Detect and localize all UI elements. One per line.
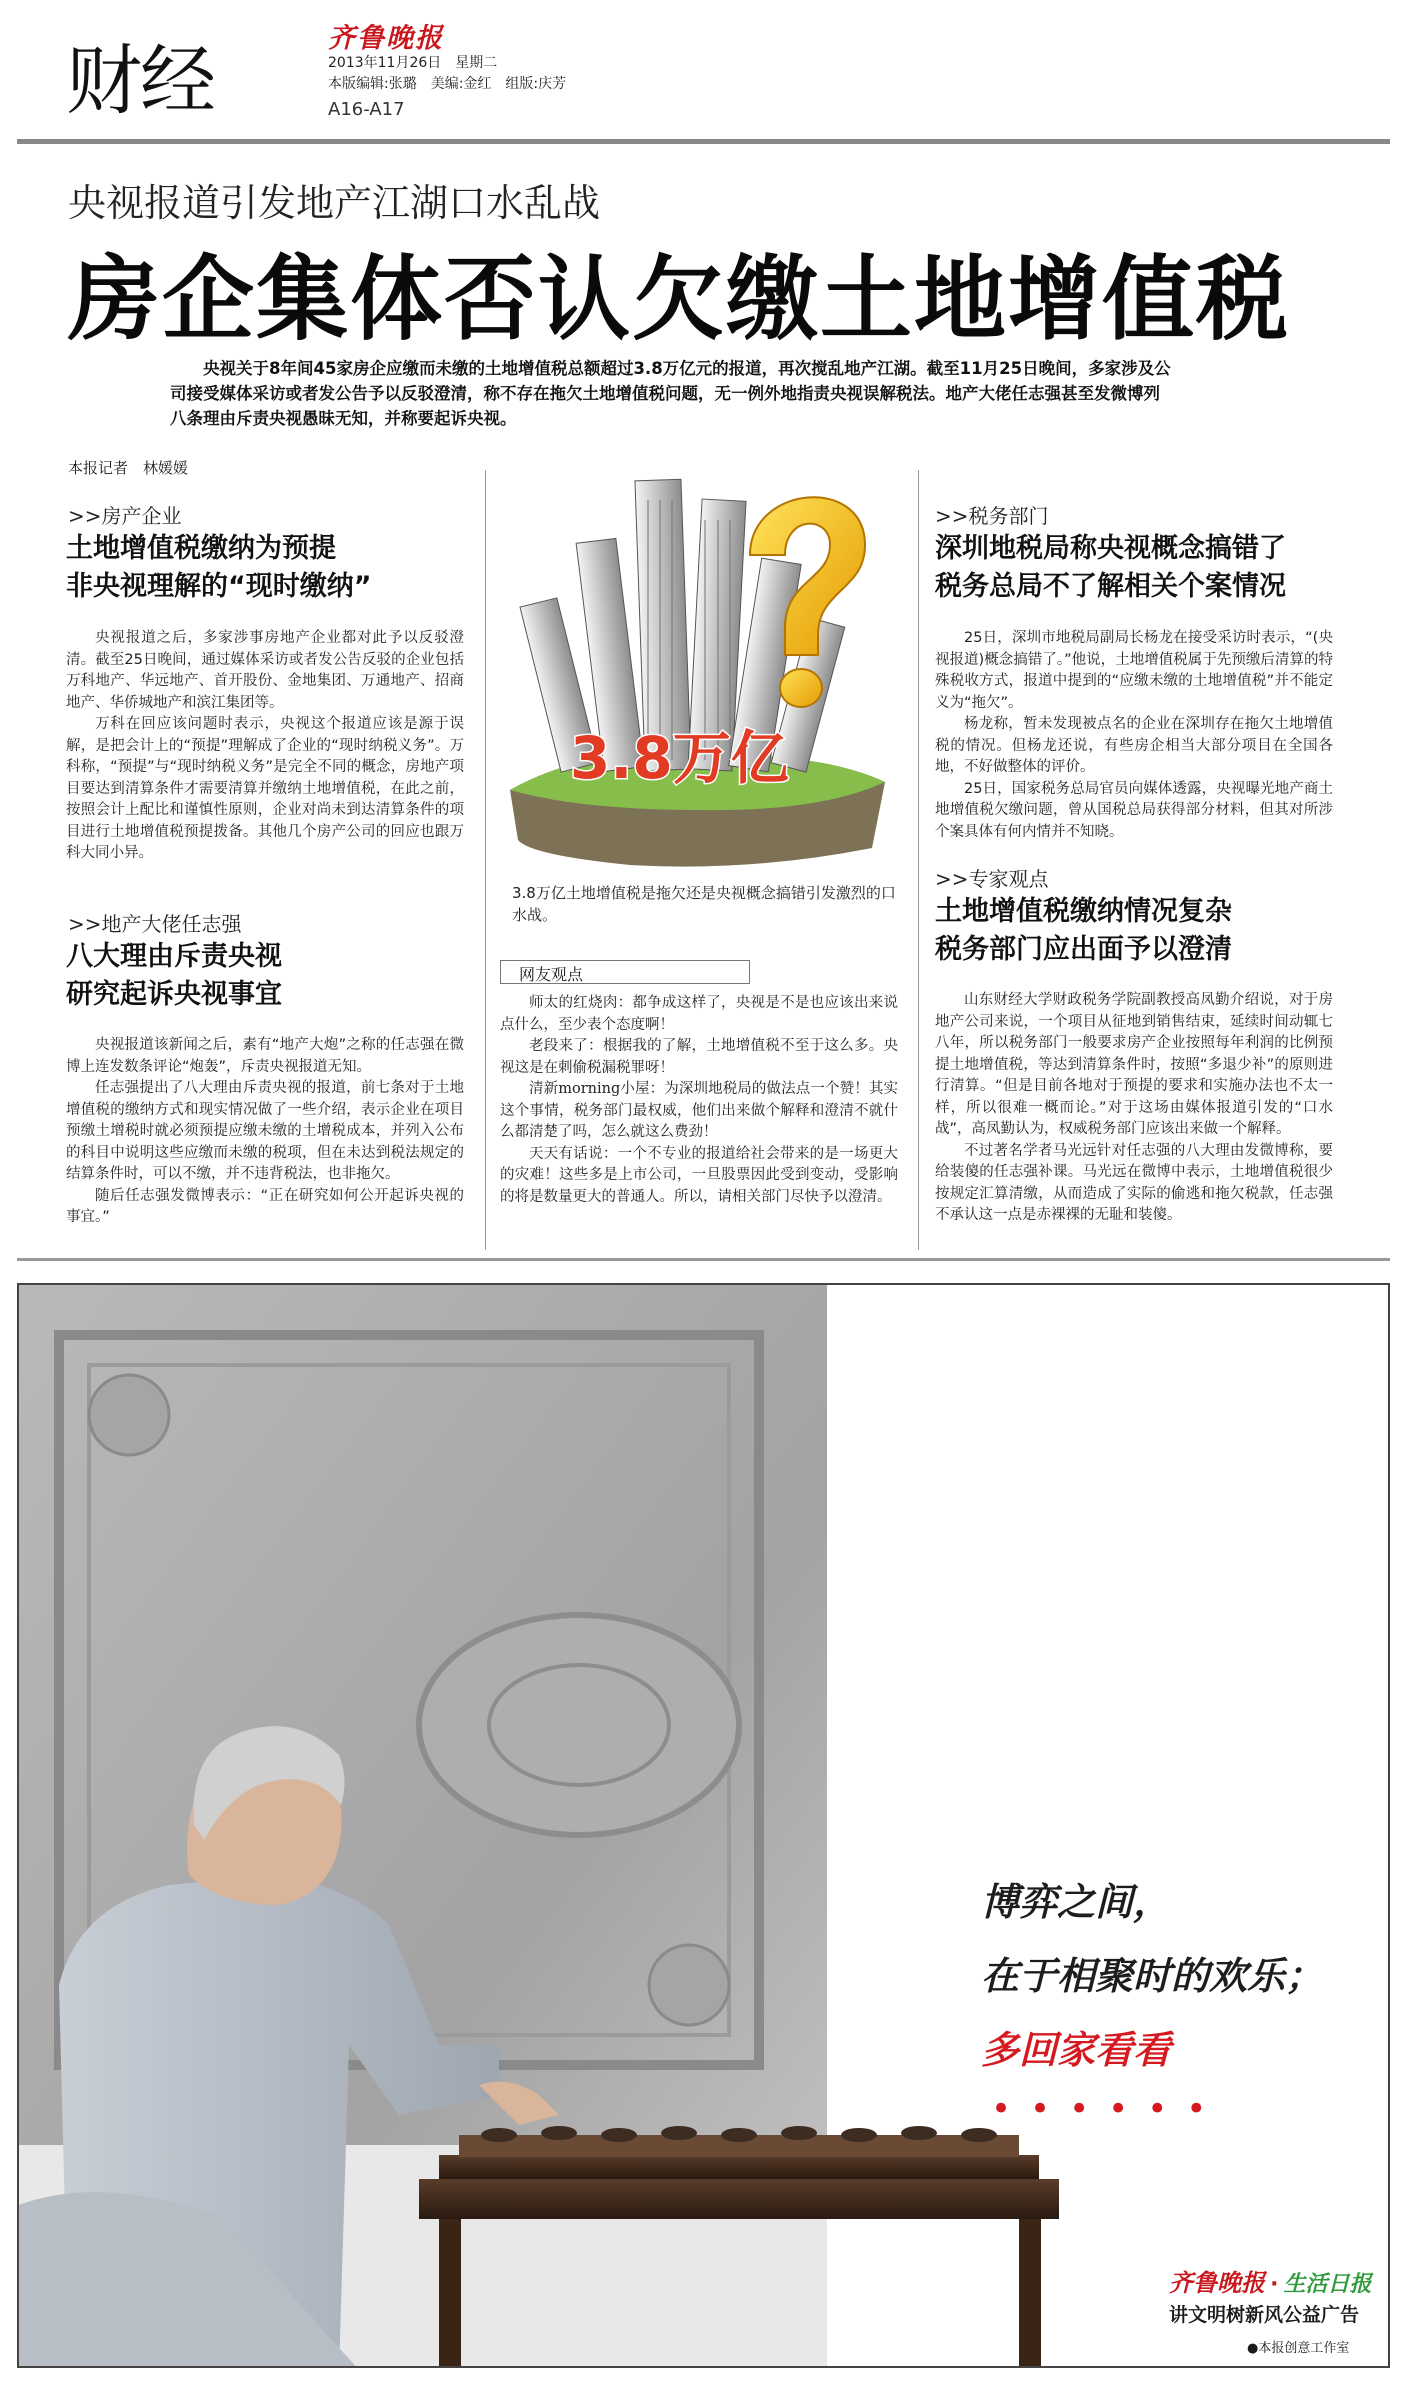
ad-credit: ●本报创意工作室 bbox=[1247, 2341, 1350, 2356]
col3-body: 25日，深圳市地税局副局长杨龙在接受采访时表示，“(央视报道)概念搞错了。”他说，土地增值税属于先预缴后清算的特殊税收方式，报道中提到的“应缴未缴的土地增值税”并不能定义为“拖欠”。 杨龙称，暂未发现被点名的企业在深圳存在拖欠土地增值税的情况。但杨龙还说，有些房企相当大部分项目在全国各地，不好做整体的评价。 25日，国家税务总局官员向媒体透露，央视曝光地产商土地增值税欠缴问题，曾从国税总局获得部分材料，但其对所涉个案具体有何内情并不知晓。 bbox=[935, 630, 1333, 840]
carved-medallion bbox=[419, 1615, 739, 1835]
tag-real-estate: >>房产企业 bbox=[68, 504, 182, 528]
col3-subhead: 深圳地税局称央视概念搞错了 税务总局不了解相关个案情况 bbox=[935, 533, 1286, 602]
section-title: 财经 bbox=[66, 36, 214, 125]
corner-carving bbox=[649, 1945, 729, 2025]
ad-slogan-line1: 博弈之间， bbox=[981, 1879, 1172, 1924]
table-leg bbox=[1019, 2219, 1041, 2368]
chess-board-table bbox=[439, 2155, 1039, 2179]
ad-slogan-line3: 多回家看看 bbox=[981, 2027, 1172, 2072]
tag-ren-zhiqiang: >>地产大佬任志强 bbox=[68, 912, 242, 936]
col3b-body: 山东财经大学财政税务学院副教授高凤勤介绍说，对于房地产公司来说，一个项目从征地到销售结束，延续时间动辄七八年，所以税务部门一般要求房产企业按照每年利润的比例预提土地增值税，等达到清算条件时，按照“多退少补”的原则进行清算。“但是目前各地对于预提的要求和实施办法也不太一样，所以很难一概而论。”对于这场由媒体报道引发的“口水战”，高凤勤认为，权威税务部门应该出来做一个解释。 不过著名学者马光远针对任志强的八大理由发微博称，要给装傻的任志强补课。马光远在微博中表示，土地增值税很少按规定汇算清缴，从而造成了实际的偷逃和拖欠税款，任志强不承认这一点是赤裸裸的无耻和装傻。 bbox=[935, 992, 1333, 1223]
column-divider bbox=[918, 470, 919, 1250]
ad-slogan-line2: 在于相聚时的欢乐； bbox=[981, 1953, 1324, 1998]
tag-tax-department: >>税务部门 bbox=[935, 504, 1049, 528]
page-range: A16-A17 bbox=[328, 99, 405, 120]
figure-label: 3.8万亿 bbox=[570, 724, 789, 792]
section-rule bbox=[17, 1258, 1390, 1261]
netizen-title: 网友观点 bbox=[519, 965, 584, 984]
issue-date: 2013年11月26日 星期二 bbox=[328, 55, 498, 71]
col1-subhead: 土地增值税缴纳为预提 非央视理解的“现时缴纳” bbox=[66, 533, 372, 602]
headline-title: 房企集体否认欠缴土地增值税 bbox=[68, 246, 1291, 353]
newspaper-logo: 齐鲁晚报 bbox=[328, 23, 444, 54]
figure-caption: 3.8万亿土地增值税是拖欠还是央视概念搞错引发激烈的口水战。 bbox=[512, 884, 896, 924]
netizen-title-box bbox=[500, 960, 750, 984]
col3b-subhead: 土地增值税缴纳情况复杂 税务部门应出面予以澄清 bbox=[935, 896, 1232, 965]
ad-tagline: 讲文明树新风公益广告 bbox=[1169, 2304, 1360, 2326]
buildings-question-illustration bbox=[500, 460, 890, 880]
illustration-svg bbox=[500, 460, 890, 880]
byline: 本报记者 林媛媛 bbox=[68, 459, 189, 477]
question-dot-icon bbox=[780, 669, 822, 707]
table-leg bbox=[439, 2219, 461, 2368]
table-apron bbox=[419, 2179, 1059, 2219]
lead-paragraph: 央视关于8年间45家房企应缴而未缴的土地增值税总额超过3.8万亿元的报道，再次搅乱地产江湖。截至11月25日晚间，多家涉及公司接受媒体采访或者发公告予以反驳澄清，称不存在拖欠土地增值税问题，无一例外地指责央视误解税法。地产大佬任志强甚至发微博列八条理由斥责央视愚昧无知，并称要起诉央视。 bbox=[170, 359, 1171, 428]
tag-expert-view: >>专家观点 bbox=[935, 867, 1049, 891]
netizen-comments: 师太的红烧肉：都争成这样了，央视是不是也应该出来说点什么，至少表个态度啊！ 老段来了：根据我的了解，土地增值税不至于这么多。央视这是在刺偷税漏税罪呀！ 清新morning小屋：为深圳地税局的做法点一个赞！其实这个事情，税务部门最权威，他们出来做个解释和澄清不就什么都清楚了吗，怎么就这么费劲！ 天天有话说：一个不专业的报道给社会带来的是一场更大的灾难！这些多是上市公司，一旦股票因此受到变动，受影响的将是数量更大的普通人。所以，请相关部门尽快予以澄清。 bbox=[500, 995, 898, 1205]
top-rule bbox=[17, 139, 1390, 144]
editor-credits: 本版编辑:张璐 美编:金红 组版:庆芳 bbox=[328, 76, 567, 92]
column-divider bbox=[485, 470, 486, 1250]
headline-kicker: 央视报道引发地产江湖口水乱战 bbox=[68, 181, 601, 225]
corner-carving bbox=[89, 1375, 169, 1455]
chess-pieces bbox=[481, 2126, 997, 2142]
col1b-subhead: 八大理由斥责央视 研究起诉央视事宜 bbox=[66, 941, 282, 1010]
ad-brand-shenghuo: 生活日报 bbox=[1283, 2271, 1372, 2297]
ad-brand-qilu: 齐鲁晚报 bbox=[1169, 2268, 1265, 2297]
public-service-ad bbox=[17, 1283, 1390, 2368]
col1-body: 央视报道之后，多家涉事房地产企业都对此予以反驳澄清。截至25日晚间，通过媒体采访或者发公告反驳的企业包括万科地产、华远地产、首开股份、金地集团、万通地产、招商地产、华侨城地产和滨江集团等。 万科在回应该问题时表示，央视这个报道应该是源于误解，是把会计上的“预提”理解成了企业的“现时纳税义务”。万科称，“预提”与“现时纳税义务”是完全不同的概念，房地产项目要达到清算条件才需要清算并缴纳土地增值税，在此之前，按照会计上配比和谨慎性原则，企业对尚未到达清算条件的项目进行土地增值税预提拨备。其他几个房产公司的回应也跟万科大同小异。 bbox=[66, 630, 464, 861]
ad-brand: 齐鲁晚报 · 生活日报 bbox=[1169, 2268, 1372, 2297]
ad-photo bbox=[19, 1285, 1390, 2368]
col1b-body: 央视报道该新闻之后，素有“地产大炮”之称的任志强在微博上连发数条评论“炮轰”，斥责央视报道无知。 任志强提出了八大理由斥责央视的报道，前七条对于土地增值税的缴纳方式和现实情况做了一些介绍，表示企业在项目预缴土增税时就必须预提应缴未缴的土增税成本，并列入公布的科目中说明这些应缴而未缴的税项，但在未达到税法规定的结算条件时，可以不缴，并不违背税法，也非拖欠。 随后任志强发微博表示：“正在研究如何公开起诉央视的事宜。” bbox=[66, 1037, 464, 1225]
ad-dots: •••••• bbox=[991, 2089, 1226, 2129]
